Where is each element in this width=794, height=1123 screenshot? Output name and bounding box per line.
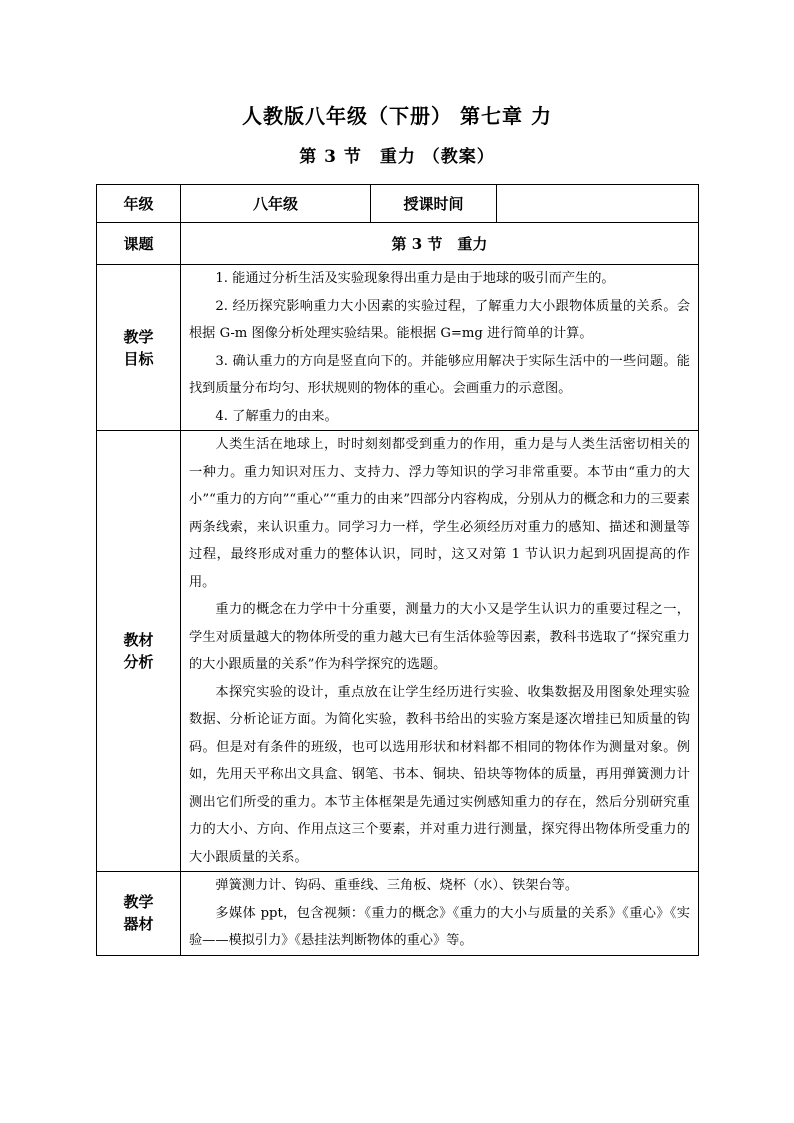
equipment-row: [97, 872, 699, 956]
goals-content: [181, 265, 699, 431]
grade-value: 八年级: [181, 185, 371, 223]
goals-label: [97, 265, 181, 431]
goals-label-line2: 目标: [123, 349, 154, 368]
equipment-label-line1: 教学: [123, 893, 154, 912]
grade-row: [97, 185, 699, 223]
goals-row: [97, 265, 699, 431]
equipment-paragraph: 弹簧测力计、钩码、重垂线、三角板、烧杯（水）、铁架台等。: [215, 878, 579, 893]
document-title: 人教版八年级（下册） 第七章 力: [242, 104, 552, 128]
document-subtitle: 第 3 节 重力 （教案）: [299, 147, 495, 167]
goals-label-line1: 教学: [123, 327, 154, 346]
analysis-label-line2: 分析: [123, 653, 154, 671]
equipment-paragraph: 多媒体 ppt，包含视频：《重力的概念》《重力的大小与质量的关系》《重心》《实验——模拟引力》《悬挂法判断物体的重心》等。: [189, 905, 690, 948]
time-label: 授课时间: [371, 185, 497, 223]
lesson-plan-table: [96, 184, 699, 956]
goal-item: 3. 确认重力的方向是竖直向下的。并能够应用解决于实际生活中的一些问题。能找到质量分布均匀、形状规则的物体的重心。会画重力的示意图。: [189, 353, 690, 396]
analysis-paragraph: 重力的概念在力学中十分重要，测量力的大小又是学生认识力的重要过程之一，学生对质量越大的物体所受的重力越大已有生活体验等因素，教科书选取了“探究重力的大小跟质量的关系”作为科学探究的选题。: [189, 602, 690, 672]
topic-row: [97, 223, 699, 265]
topic-label: 课题: [97, 223, 181, 265]
analysis-label-line1: 教材: [123, 631, 154, 649]
topic-value: 第 3 节 重力: [181, 223, 699, 265]
analysis-label: [97, 431, 181, 872]
equipment-content: [181, 872, 699, 956]
grade-label: 年级: [97, 185, 181, 223]
equipment-label-line2: 器材: [123, 915, 154, 934]
analysis-content: [181, 431, 699, 872]
goal-item: 1. 能通过分析生活及实验现象得出重力是由于地球的吸引而产生的。: [215, 271, 615, 286]
equipment-label: [97, 872, 181, 956]
time-value: [497, 185, 699, 223]
analysis-row: [97, 431, 699, 872]
goal-item: 2. 经历探究影响重力大小因素的实验过程，了解重力大小跟物体质量的关系。会根据 G-m 图像分析处理实验结果。能根据 G=mg 进行简单的计算。: [189, 298, 690, 341]
analysis-paragraph: 本探究实验的设计，重点放在让学生经历进行实验、收集数据及用图象处理实验数据、分析论证方面。为简化实验，教科书给出的实验方案是逐次增挂已知质量的钩码。但是对有条件的班级，也可以选用形状和材料都不相同的物体作为测量对象。例如，先用天平称出文具盒、钢笔、书本、铜块、铅块等物体的质量，再用弹簧测力计测出它们所受的重力。本节主体框架是先通过实例感知重力的存在，然后分别研究重力的大小、方向、作用点这三个要素，并对重力进行测量，探究得出物体所受重力的大小跟质量的关系。: [189, 684, 690, 865]
analysis-paragraph: 人类生活在地球上，时时刻刻都受到重力的作用，重力是与人类生活密切相关的一种力。重力知识对压力、支持力、浮力等知识的学习非常重要。本节由“重力的大小”“重力的方向”“重心”“重力的由来”四部分内容构成，分别从力的概念和力的三要素两条线索，来认识重力。同学习力一样，学生必须经历对重力的感知、描述和测量等过程，最终形成对重力的整体认识，同时，这又对第 1 节认识力起到巩固提高的作用。: [189, 437, 690, 590]
goal-item: 4. 了解重力的由来。: [215, 408, 338, 424]
